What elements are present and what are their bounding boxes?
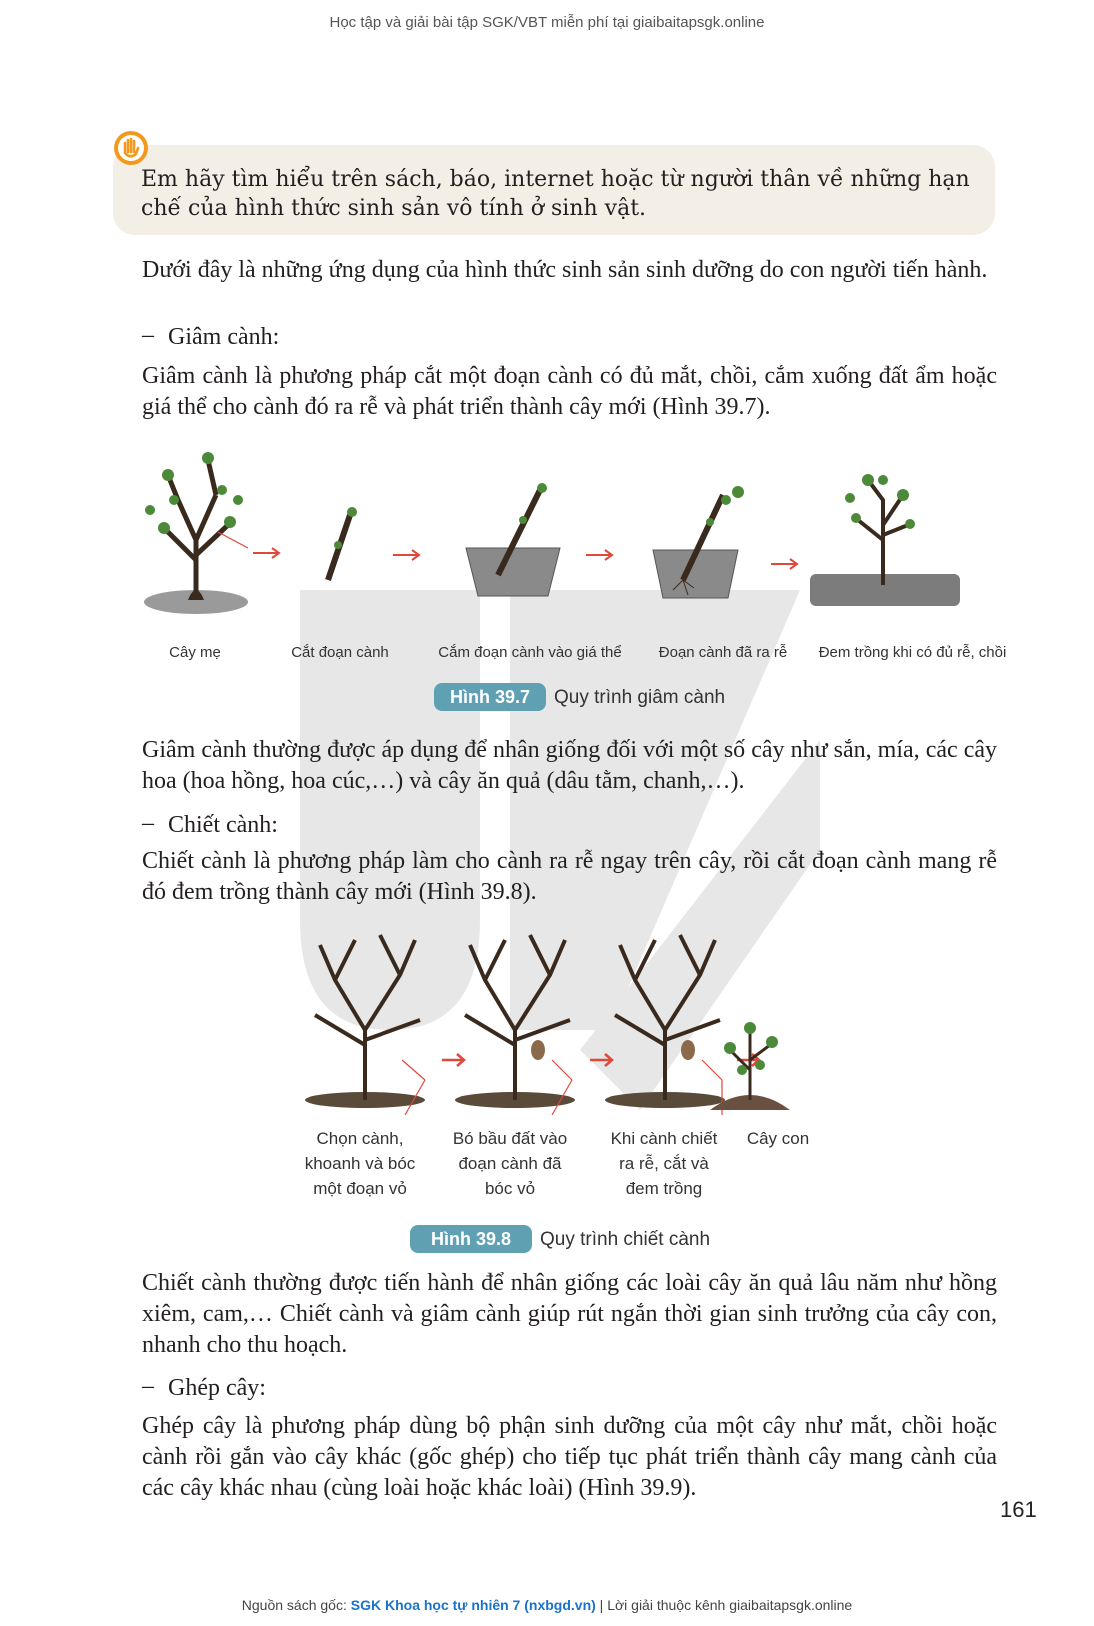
rooted-cutting <box>653 486 744 598</box>
figure-title-39-7: Quy trình giâm cành <box>554 687 726 708</box>
bullet-dash: – <box>142 810 154 836</box>
fig2-label-1 <box>290 1126 430 1201</box>
fig2-label-2 <box>440 1126 580 1201</box>
pot-with-cutting <box>466 483 560 596</box>
fig1-label-3: Cắm đoạn cành vào giá thể <box>438 644 622 661</box>
footer-source-link[interactable]: SGK Khoa học tự nhiên 7 (nxbgd.vn) <box>350 1597 596 1613</box>
section-heading-ghep-cay: Ghép cây: <box>168 1375 266 1401</box>
footer-prefix: Nguồn sách gốc: <box>241 1597 347 1613</box>
bullet-dash: – <box>142 322 154 348</box>
giam-canh-definition: Giâm cành là phương pháp cắt một đoạn cành có đủ mắt, chồi, cắm xuống đất ẩm hoặc giá thể cho cành đó ra rễ và phát triển thành cây mới (Hình 39.7). <box>142 363 997 420</box>
hand-stop-icon <box>112 129 150 167</box>
fig2-label-3-line: đem trồng <box>625 1179 703 1198</box>
activity-box <box>113 145 995 235</box>
fig1-label-1: Cây mẹ <box>169 644 221 661</box>
fig1-label-2: Cắt đoạn cành <box>291 644 389 661</box>
tree-step-1 <box>305 935 425 1115</box>
intro-paragraph: Dưới đây là những ứng dụng của hình thức sinh sản sinh dưỡng do con người tiến hành. <box>142 257 988 283</box>
fig2-label-2-line: Bó bầu đất vào <box>452 1129 568 1148</box>
fig2-label-1-line: một đoạn vỏ <box>313 1179 407 1198</box>
figure-39-8-illustration <box>290 920 830 1130</box>
chiet-canh-usage: Chiết cành thường được tiến hành để nhân giống các loài cây ăn quả lâu năm như hồng xiêm, cam,… Chiết cành và giâm cành giúp rút ngắn thời gian sinh trưởng của cây con, nhanh cho thu hoạch. <box>142 1270 997 1358</box>
fig2-label-1-line: Chọn cành, <box>316 1129 404 1148</box>
fig2-label-2-line: đoạn cành đã <box>458 1154 562 1173</box>
fig2-label-3-line: Khi cành chiết <box>610 1129 718 1148</box>
fig1-label-5: Đem trồng khi có đủ rễ, chồi <box>818 644 1007 661</box>
fig2-label-2-line: bóc vỏ <box>484 1179 536 1198</box>
fig1-label-4: Đoạn cành đã ra rễ <box>658 644 788 661</box>
page-header: Học tập và giải bài tập SGK/VBT miễn phí tại giaibaitapsgk.online <box>329 14 765 31</box>
fig2-label-3-line: ra rễ, cắt và <box>619 1154 709 1173</box>
chiet-canh-definition: Chiết cành là phương pháp làm cho cành ra rễ ngay trên cây, rồi cắt đoạn cành mang rễ đó đem trồng thành cây mới (Hình 39.8). <box>142 848 997 905</box>
figure-39-7-illustration <box>138 440 998 630</box>
tree-step-2 <box>455 935 575 1115</box>
figure-tag-39-8: Hình 39.8 <box>410 1225 532 1253</box>
activity-text: Em hãy tìm hiểu trên sách, báo, internet hoặc từ người thân về những hạn chế của hình thức sinh sản vô tính ở sinh vật. <box>141 167 970 221</box>
section-heading-chiet-canh: Chiết cành: <box>168 812 278 838</box>
page-number: 161 <box>1000 1497 1037 1522</box>
figure-title-39-8: Quy trình chiết cành <box>540 1229 711 1250</box>
mother-tree <box>144 452 248 614</box>
tree-step-3 <box>605 935 725 1115</box>
bullet-dash: – <box>142 1373 154 1399</box>
fig2-label-1-line: khoanh và bóc <box>304 1154 416 1173</box>
figure-tag-39-7: Hình 39.7 <box>434 683 546 711</box>
fig2-label-3 <box>594 1126 734 1201</box>
section-heading-giam-canh: Giâm cành: <box>168 324 280 350</box>
fig2-label-4-line: Cây con <box>746 1129 810 1148</box>
giam-canh-usage: Giâm cành thường được áp dụng để nhân giống đối với một số cây như sắn, mía, các cây hoa (hoa hồng, hoa cúc,…) và cây ăn quả (dâu tằm, chanh,…). <box>142 737 997 794</box>
cutting <box>328 507 357 580</box>
planted-sapling <box>810 474 960 606</box>
page-footer <box>0 1597 1094 1613</box>
ghep-cay-definition: Ghép cây là phương pháp dùng bộ phận sinh dưỡng của một cây như mắt, chồi hoặc cành rồi gắn vào cây khác (gốc ghép) cho tiếp tục phát triển thành cây mang cành của các cây khác nhau (cùng loài hoặc khác loài) (Hình 39.9). <box>142 1413 997 1501</box>
footer-suffix: | Lời giải thuộc kênh giaibaitapsgk.online <box>599 1597 853 1613</box>
fig2-label-4 <box>738 1126 818 1151</box>
